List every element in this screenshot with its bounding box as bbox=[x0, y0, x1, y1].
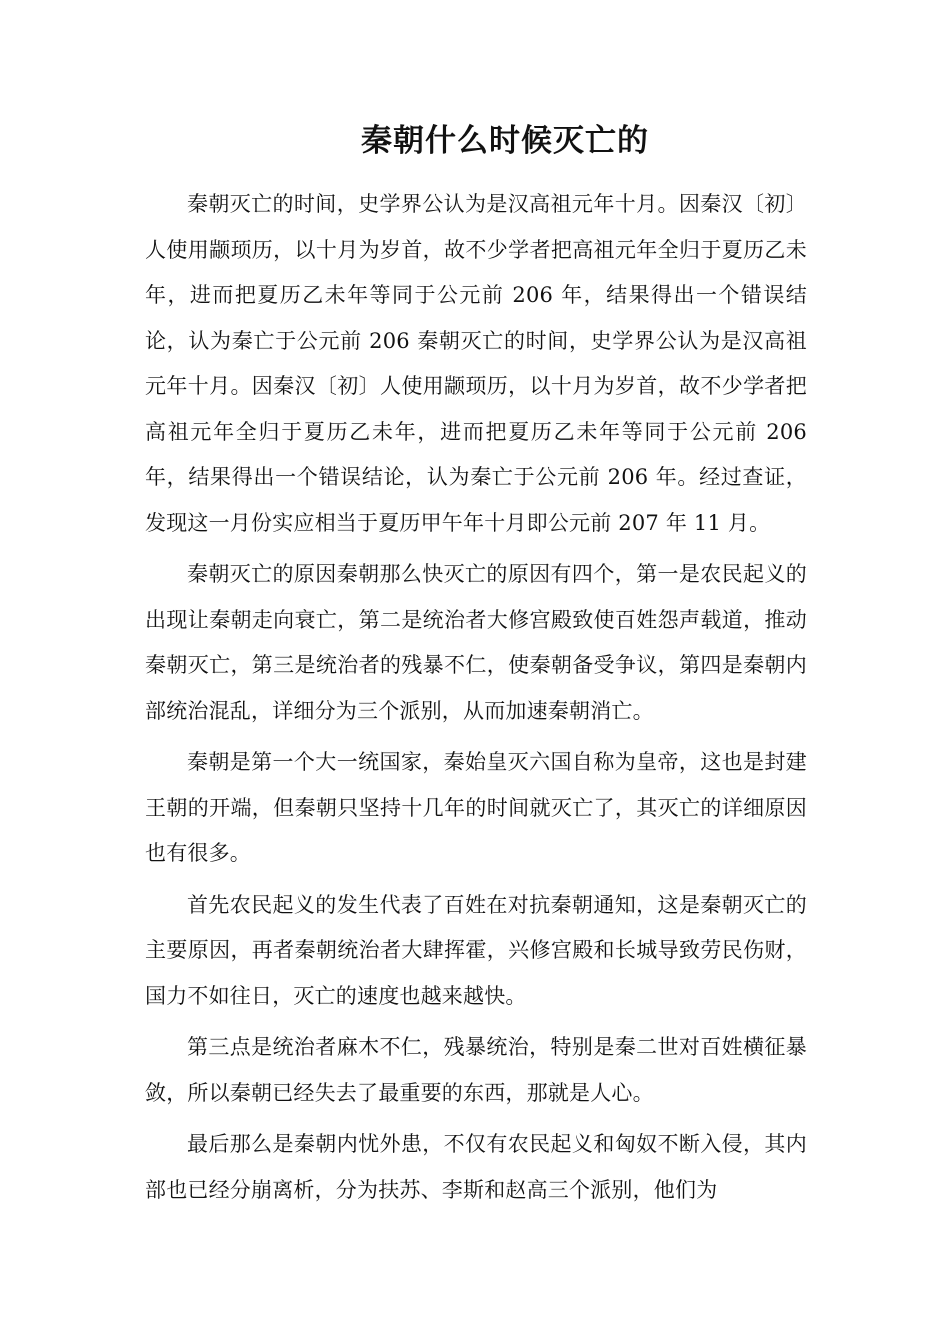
paragraph-internal-division: 最后那么是秦朝内忧外患，不仅有农民起义和匈奴不断入侵，其内部也已经分崩离析，分为扶苏、李斯和赵高三个派别，他们为 bbox=[145, 1132, 807, 1202]
document-body bbox=[145, 182, 807, 1219]
paragraph-four-reasons: 秦朝灭亡的原因秦朝那么快灭亡的原因有四个，第一是农民起义的出现让秦朝走向衰亡，第二是统治者大修宫殿致使百姓怨声载道，推动秦朝灭亡，第三是统治者的残暴不仁，使秦朝备受争议，第四是秦朝内部统治混乱，详细分为三个派别，从而加速秦朝消亡。 bbox=[145, 562, 807, 723]
paragraph-first-unified-state: 秦朝是第一个大一统国家，秦始皇灭六国自称为皇帝，这也是封建王朝的开端，但秦朝只坚持十几年的时间就灭亡了，其灭亡的详细原因也有很多。 bbox=[145, 750, 807, 865]
paragraph-tyranny: 第三点是统治者麻木不仁，残暴统治，特别是秦二世对百姓横征暴敛，所以秦朝已经失去了最重要的东西，那就是人心。 bbox=[145, 1035, 807, 1105]
paragraph-peasant-uprisings: 首先农民起义的发生代表了百姓在对抗秦朝通知，这是秦朝灭亡的主要原因，再者秦朝统治者大肆挥霍，兴修宫殿和长城导致劳民伤财，国力不如往日，灭亡的速度也越来越快。 bbox=[145, 892, 807, 1008]
document-title: 秦朝什么时候灭亡的 bbox=[361, 123, 649, 159]
paragraph-fall-date: 秦朝灭亡的时间，史学界公认为是汉高祖元年十月。因秦汉〔初〕人使用颛顼历，以十月为岁首，故不少学者把高祖元年全归于夏历乙未年，进而把夏历乙未年等同于公元前 206 年，结果得出一个错误结论，认为秦亡于公元前 206 秦朝灭亡的时间，史学界公认为是汉高祖元年十月。因秦汉〔初〕人使用颛顼历，以十月为岁首，故不少学者把高祖元年全归于夏历乙未年，进而把夏历乙未年等同于公元前 206 年，结果得出一个错误结论，认为秦亡于公元前 206 年。经过查证，发现这一月份实应相当于夏历甲午年十月即公元前 207 年 11 月。 bbox=[145, 192, 807, 535]
